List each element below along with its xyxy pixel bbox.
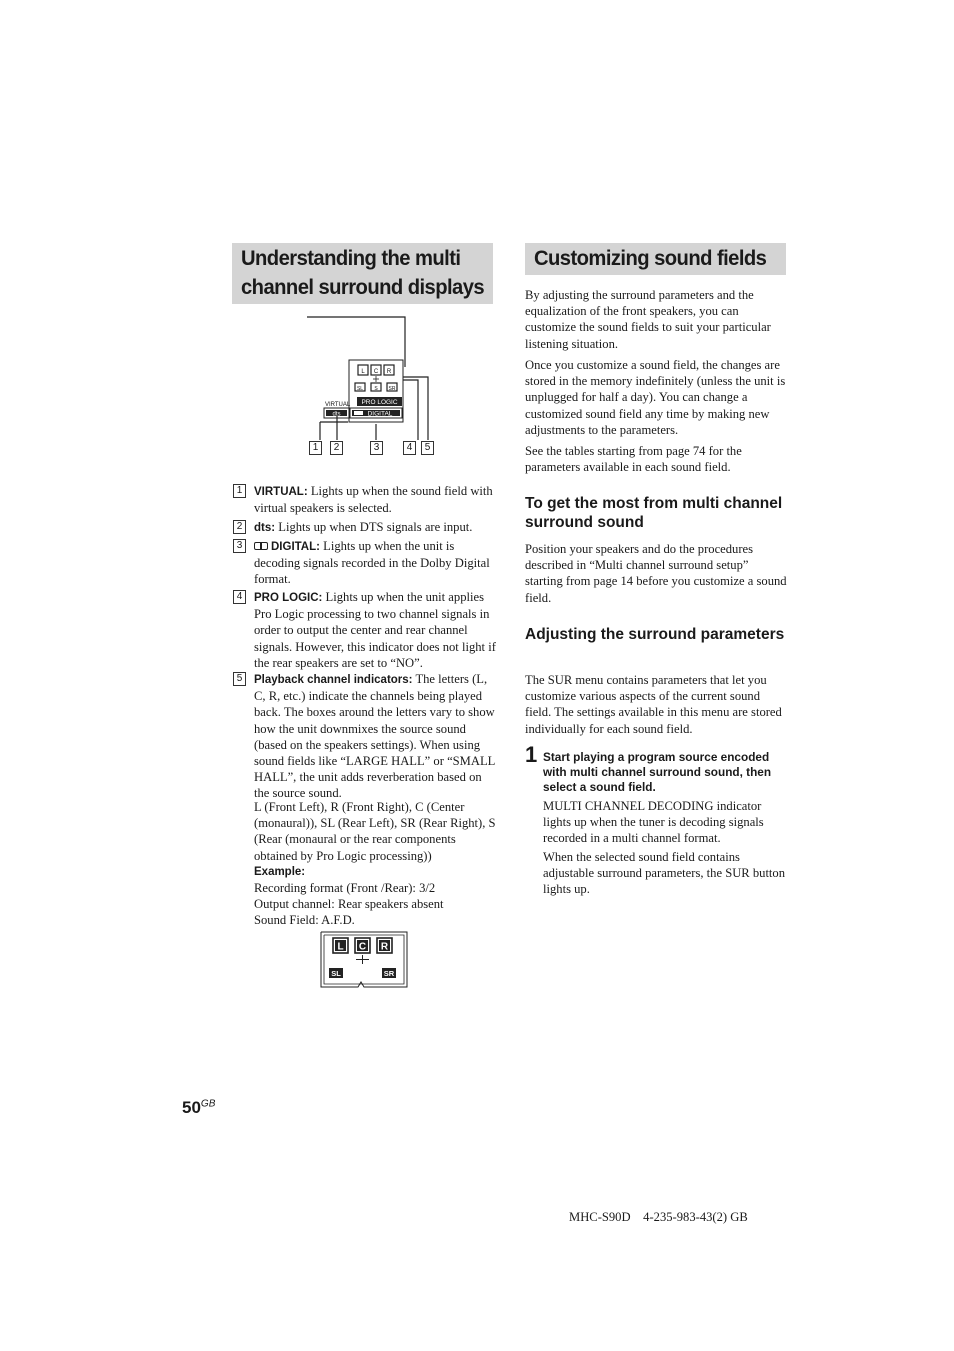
dolby-double-d-icon <box>254 542 268 550</box>
item-number-4: 4 <box>233 590 246 604</box>
example-channel-c: C <box>358 941 367 953</box>
section-heading-customizing <box>525 243 786 275</box>
callout-1: 1 <box>309 441 322 455</box>
intro-paragraph-2: Once you customize a sound field, the changes are stored in the memory indefinitely (unless the unit is unplugged for half a day). You can change a customized sound field any time by making new adjustments to the parameters. <box>525 358 786 437</box>
callout-2: 2 <box>330 441 343 455</box>
item-digital <box>254 538 496 588</box>
heading-line-1: Understanding the multi <box>241 246 461 270</box>
step-paragraph-1: MULTI CHANNEL DECODING indicator lights up when the tuner is decoding signals recorded in a multi channel format. <box>543 799 764 846</box>
example-block <box>254 864 496 929</box>
item-number-2: 2 <box>233 520 246 534</box>
subheading-multi-channel: To get the most from multi channel surround sound <box>525 495 783 531</box>
item-virtual <box>254 483 496 516</box>
item-label: PRO LOGIC: <box>254 592 323 604</box>
channel-sl: SL <box>356 386 364 392</box>
item-label: DIGITAL: <box>271 541 320 553</box>
heading-line-2: channel surround displays <box>241 275 485 299</box>
example-channel-r: R <box>380 941 389 953</box>
item-text: Lights up when the unit applies Pro Logic processing to two channel signals in order to output the center and rear channel signals. However, this indicator does not light if the rear speakers are set to “NO”. <box>254 590 496 670</box>
pro-logic-indicator: PRO LOGIC <box>361 399 398 406</box>
item-label: Playback channel indicators: <box>254 674 413 686</box>
example-channel-sr: SR <box>383 969 395 978</box>
item-text: The letters (L, C, R, etc.) indicate the channels being played back. The boxes around the letters vary to show how the unit downmixes the source sound (based on the speakers settings). When using sound fields like “LARGE HALL” or “SMALL HALL”, the unit adds reverberation based on the source sound. <box>254 672 495 801</box>
item-number-3: 3 <box>233 539 246 553</box>
item-label: dts: <box>254 522 276 534</box>
digital-indicator: DIGITAL <box>367 410 393 418</box>
item-playback-channels <box>254 671 496 802</box>
example-line-1: Recording format (Front /Rear): 3/2 <box>254 881 436 895</box>
virtual-indicator: VIRTUAL <box>325 402 351 408</box>
display-diagram <box>300 310 450 460</box>
callout-4: 4 <box>403 441 416 455</box>
page-number-suffix: GB <box>200 1098 216 1110</box>
item-number-1: 1 <box>233 484 246 498</box>
step-title: Start playing a program source encoded with multi channel surround sound, then select a sound field. <box>543 750 772 794</box>
callout-5: 5 <box>421 441 434 455</box>
channel-r: R <box>386 369 392 375</box>
page-number-value: 50 <box>182 1098 201 1117</box>
item-text: Lights up when DTS signals are input. <box>278 520 473 534</box>
step-number: 1 <box>525 742 538 767</box>
item-pro-logic <box>254 589 496 671</box>
channel-legend: L (Front Left), R (Front Right), C (Center (monaural)), SL (Rear Left), SR (Rear Right), S (Rear (monaural or the rear components obtained by Pro Logic processing)) <box>254 800 496 863</box>
example-display <box>318 930 410 990</box>
example-channel-l: L <box>337 941 344 953</box>
channel-s: S <box>374 386 378 392</box>
section-heading-displays <box>232 243 493 304</box>
step-paragraph-2: When the selected sound field contains adjustable surround parameters, the SUR button lights up. <box>543 850 786 897</box>
subheading-surround-parameters: Adjusting the surround parameters <box>525 626 785 643</box>
example-channel-sl: SL <box>331 969 341 978</box>
item-number-5: 5 <box>233 672 246 686</box>
item-label: VIRTUAL: <box>254 486 308 498</box>
channel-sr: SR <box>388 386 396 392</box>
heading-text: Customizing sound fields <box>534 246 767 270</box>
example-label: Example: <box>254 866 306 878</box>
page-number <box>182 1098 215 1118</box>
channel-c: C <box>373 369 379 375</box>
channel-l: L <box>361 369 365 375</box>
example-line-2: Output channel: Rear speakers absent <box>254 897 444 912</box>
multi-channel-paragraph: Position your speakers and do the procedures described in “Multi channel surround setup” starting from page 14 before you customize a sound field. <box>525 542 787 605</box>
item-text: Lights up when the unit is decoding signals recorded in the Dolby Digital format. <box>254 539 490 587</box>
intro-paragraph-1: By adjusting the surround parameters and the equalization of the front speakers, you can customize the sound fields to suit your particular listening situation. <box>525 288 771 351</box>
item-dts <box>254 519 496 536</box>
callout-3: 3 <box>370 441 383 455</box>
surround-parameters-paragraph: The SUR menu contains parameters that let you customize various aspects of the current sound field. The settings available in this menu are stored individually for each sound field. <box>525 673 782 736</box>
item-text: Lights up when the sound field with virtual speakers is selected. <box>254 484 493 516</box>
footer-model-code: MHC-S90D 4-235-983-43(2) GB <box>569 1210 748 1224</box>
example-line-3: Sound Field: A.F.D. <box>254 913 355 928</box>
intro-paragraph-3: See the tables starting from page 74 for the parameters available in each sound field. <box>525 444 742 475</box>
dts-indicator: dts <box>332 411 341 418</box>
